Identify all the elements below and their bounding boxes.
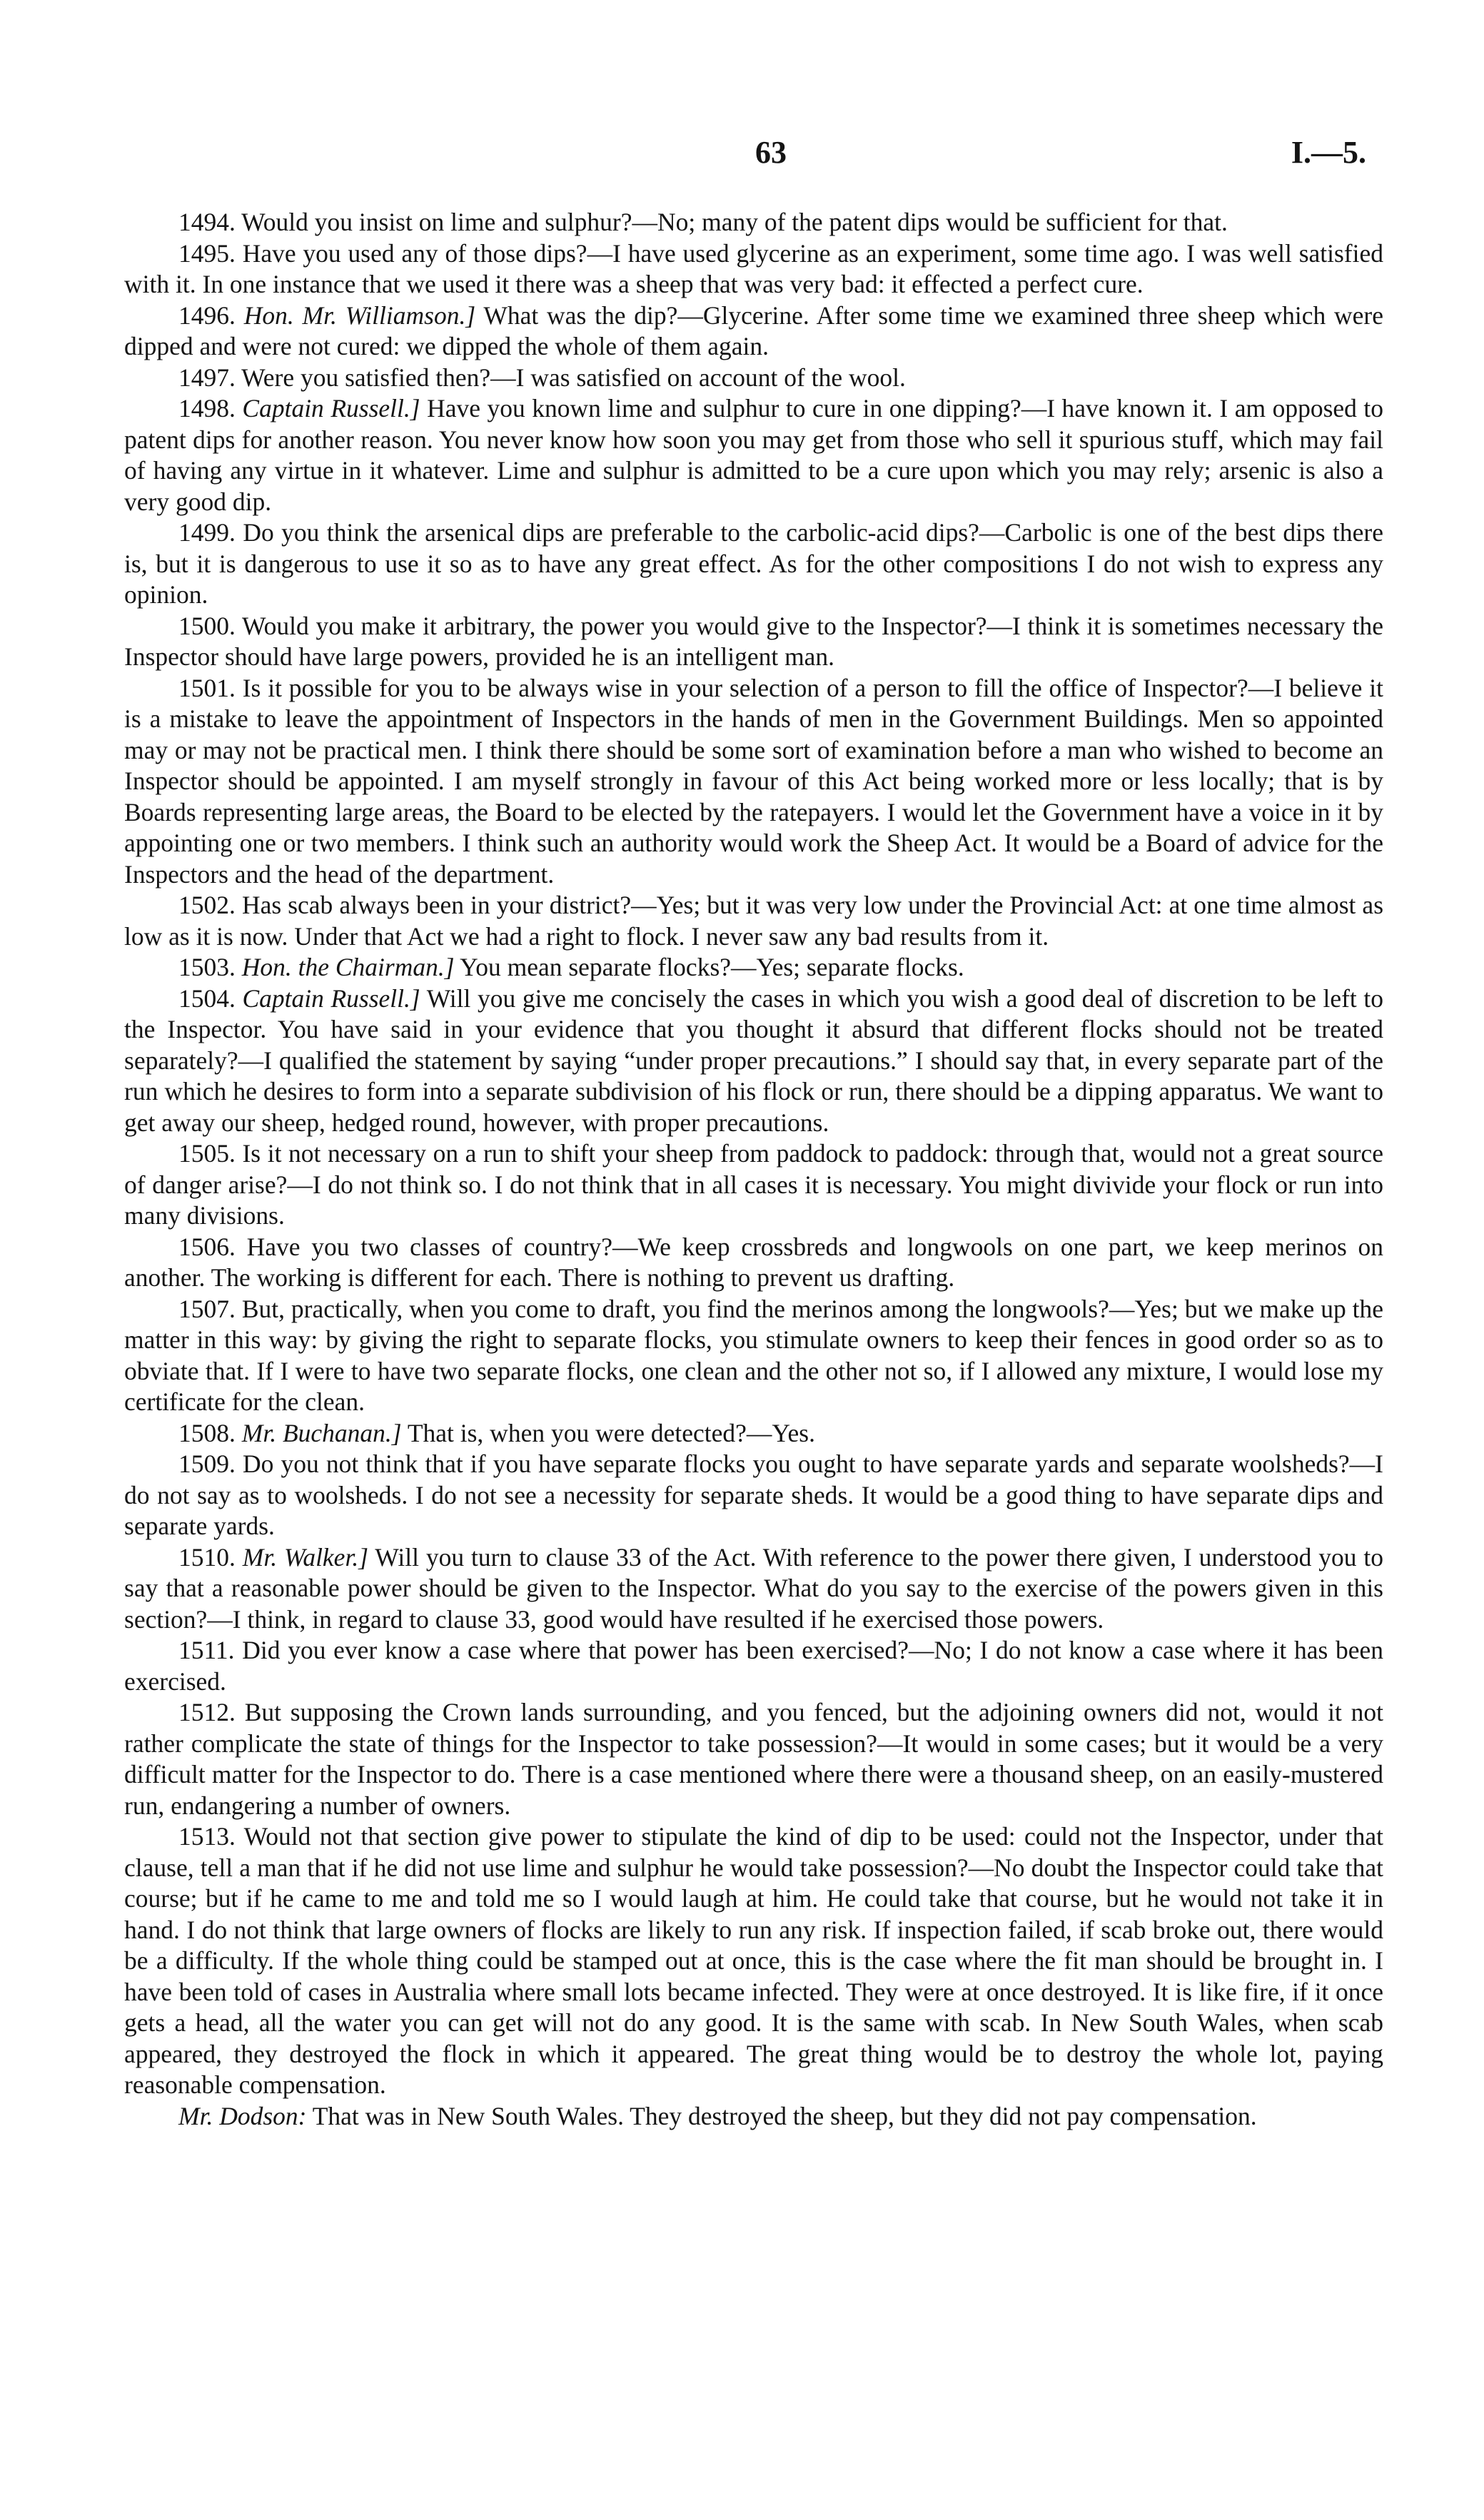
paragraph-text: Is it possible for you to be always wise in your selection of a person to fill the office of Inspector?—I believe it is a mistake to leave the appointment of Inspectors in the hands of men in the Government Buildings. Men so appointed may or may not be practical men. I think there should be some sort of examination before a man who wished to become an Inspector should be appointed. I am myself strongly in favour of this Act being worked more or less locally; that is by Boards representing large areas, the Board to be elected by the ratepayers. I would let the Government have a voice in it by appointing one or two members. I think such an authority would work the Sheep Act. It would be a Board of advice for the Inspectors and the head of the department. [124,673,1384,889]
paragraph-1497 [124,363,1383,394]
question-number: 1512. [178,1698,236,1726]
question-number: 1508. [178,1418,236,1447]
paragraph-text: But supposing the Crown lands surrounding, and you fenced, but the adjoining owners did not, would it not rather complicate the state of things for the Inspector to take possession?—It would in some cases; but it would be a very difficult matter for the Inspector to do. There is a case mentioned where there were a thousand sheep, on an easily-mustered run, endangering a number of owners. [124,1698,1384,1820]
paragraph-text: Has scab always been in your district?—Yes; but it was very low under the Provincial Act: at one time almost as low as it is now. Under that Act we had a right to flock. I never saw any bad results from it. [124,891,1384,951]
paragraph-text: What was the dip?—Glycerine. After some time we examined three sheep which were dipped and were not cured: we dipped the whole of them again. [124,300,1384,360]
question-number: 1507. [178,1294,236,1323]
paragraph-dodson [124,2101,1383,2132]
paragraph-1503 [124,952,1383,983]
paragraph-text: Do you not think that if you have separate flocks you ought to have separate yards and separate woolsheds?—I do not say as to woolsheds. I do not see a necessity for separate sheds. It would be a good thing to have separate dips and separate yards. [124,1449,1383,1540]
paragraph-text: Will you turn to clause 33 of the Act. With reference to the power there given, I understood you to say that a reasonable power should be given to the Inspector. What do you say to the exercise of the powers given in this section?—I think, in regard to clause 33, good would have resulted if he exercised those powers. [124,1542,1384,1634]
paragraph-1498 [124,393,1383,517]
speaker: Captain Russell.] [242,983,420,1013]
question-number: 1503. [178,953,236,981]
question-number: 1498. [178,394,236,422]
paragraph-text: Have you known lime and sulphur to cure in one dipping?—I have known it. I am opposed to patent dips for another reason. You never know how soon you may get from those who sell it spurious stuff, which may fail of having any virtue in it whatever. Lime and sulphur is admitted to be a cure upon which you may rely; arsenic is also a very good dip. [124,394,1384,516]
paragraph-text: Would you insist on lime and sulphur?—No; many of the patent dips would be sufficient for that. [241,208,1228,236]
paragraph-text: Have you used any of those dips?—I have used glycerine as an experiment, some time ago. I was well satisfied with it. In one instance that we used it there was a sheep that was very bad: it effected a perfect cure. [124,238,1383,298]
paragraph-text: Have you two classes of country?—We keep crossbreds and longwools on one part, we keep merinos on another. The working is different for each. There is nothing to prevent us drafting. [124,1232,1384,1292]
paragraph-text: Would you make it arbitrary, the power you would give to the Inspector?—I think it is sometimes necessary the Inspector should have large powers, provided he is an intelligent man. [124,611,1384,671]
paragraph-text: Will you give me concisely the cases in which you wish a good deal of discretion to be left to the Inspector. You have said in your evidence that you thought it absurd that different flocks should not be treated separately?—I qualified the statement by saying “under proper precautions.” I should say that, in every separate part of the run which he desires to form into a separate subdivision of his flock or run, there should be a dipping apparatus. We want to get away our sheep, hedged round, however, with proper precautions. [124,983,1384,1137]
speaker: Hon. the Chairman.] [241,953,455,981]
paragraph-1508 [124,1418,1383,1449]
paragraph-1507 [124,1294,1383,1418]
page-number: 63 [755,135,787,170]
paragraph-1513 [124,1821,1383,2101]
question-number: 1501. [178,673,236,702]
question-number: 1502. [178,891,236,919]
paragraph-1502 [124,890,1383,952]
paragraph-text: You mean separate flocks?—Yes; separate flocks. [460,953,964,981]
paragraph-1496 [124,300,1383,363]
paragraph-text: Did you ever know a case where that power has been exercised?—No; I do not know a case where it has been exercised. [124,1636,1383,1696]
paragraph-text: But, practically, when you come to draft, you find the merinos among the longwools?—Yes; but we make up the matter in this way: by giving the right to separate flocks, you stimulate owners to keep their fences in good order so as to obviate that. If I were to have two separate flocks, one clean and the other not so, if I allowed any mixture, I would lose my certificate for the clean. [124,1294,1383,1416]
paragraph-text: Is it not necessary on a run to shift your sheep from paddock to paddock: through that, would not a great source of danger arise?—I do not think so. I do not think that in all cases it is necessary. You might divivide your flock or run into many divisions. [124,1139,1384,1230]
speaker: Mr. Dodson: [178,2101,307,2130]
evidence-body [124,207,1383,2132]
question-number: 1510. [178,1542,236,1572]
speaker: Captain Russell.] [242,394,420,422]
paragraph-text: That is, when you were detected?—Yes. [407,1418,815,1447]
paragraph-text: That was in New South Wales. They destroyed the sheep, but they did not pay compensation. [312,2101,1257,2130]
speaker: Hon. Mr. Williamson.] [243,300,476,330]
question-number: 1500. [178,611,236,640]
question-number: 1513. [178,1822,236,1851]
paragraph-1500 [124,611,1383,673]
paragraph-1495 [124,238,1383,300]
question-number: 1511. [178,1636,235,1664]
speaker: Mr. Walker.] [242,1542,369,1572]
paragraph-text: Were you satisfied then?—I was satisfied on account of the wool. [241,363,906,392]
question-number: 1504. [178,983,236,1013]
paragraph-1510 [124,1542,1383,1636]
paragraph-1512 [124,1697,1383,1821]
paragraph-1504 [124,983,1383,1139]
paragraph-1499 [124,517,1383,611]
paragraph-1494 [124,207,1383,238]
question-number: 1495. [178,238,236,268]
paragraph-1501 [124,673,1383,891]
question-number: 1497. [178,363,236,392]
question-number: 1505. [178,1139,236,1168]
question-number: 1506. [178,1232,236,1261]
paragraph-text: Would not that section give power to stipulate the kind of dip to be used: could not the Inspector, under that clause, tell a man that if he did not use lime and sulphur he would take possession?—No doubt the Inspector could take that course; but if he came to me and told me so I would laugh at him. He could take that course, but he would not take it in hand. I do not think that large owners of flocks are likely to run any risk. If inspection failed, if scab broke out, there would be a difficulty. If the whole thing could be stamped out at once, this is the case where the fit man should be brought in. I have been told of cases in Australia where small lots became infected. They were at once destroyed. It is like fire, if it once gets a head, all the water you can get will not do any good. It is the same with scab. In New South Wales, when scab appeared, they destroyed the flock in which it appeared. The great thing would be to destroy the whole lot, paying reasonable compensation. [124,1822,1383,2099]
speaker: Mr. Buchanan.] [241,1418,402,1447]
document-reference: I.—5. [1291,135,1366,170]
paragraph-1509 [124,1449,1383,1542]
paragraph-1511 [124,1635,1383,1697]
question-number: 1499. [178,518,236,547]
question-number: 1509. [178,1449,236,1478]
paragraph-1506 [124,1232,1383,1294]
paragraph-text: Do you think the arsenical dips are preferable to the carbolic-acid dips?—Carbolic is one of the best dips there is, but it is dangerous to use it so as to have any great effect. As for the other compositions I do not wish to express any opinion. [124,518,1383,609]
question-number: 1496. [178,300,236,330]
paragraph-1505 [124,1138,1383,1232]
question-number: 1494. [178,208,236,236]
